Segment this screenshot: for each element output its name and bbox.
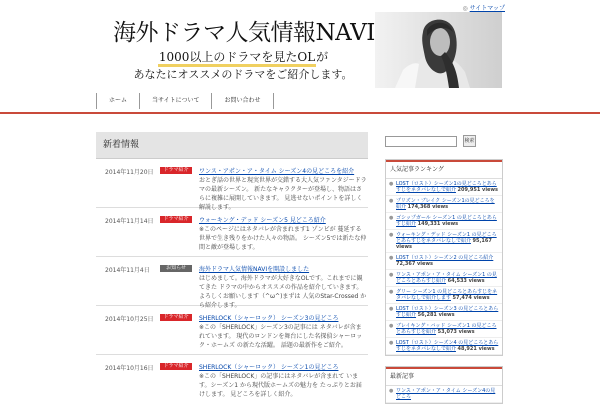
news-entry — [96, 159, 368, 211]
entry-category-badge[interactable]: お知らせ — [160, 265, 192, 272]
search-button[interactable]: 検索 — [463, 135, 476, 147]
search-input[interactable] — [385, 136, 457, 147]
ranking-link[interactable]: LOST（ロスト）シーズン2 の見どころ紹介 — [396, 255, 494, 261]
news-entry — [96, 306, 368, 355]
nav-contact[interactable]: お問い合わせ — [211, 93, 273, 109]
ranking-views: 209,951 views — [457, 187, 499, 193]
sidebar — [385, 133, 503, 404]
header-photo — [375, 12, 502, 88]
ranking-link[interactable]: グリー シーズン1 の見どころとあらすじをネタバレなしで紹介します — [396, 289, 498, 301]
entry-date: 2014年10月16日 — [105, 365, 154, 372]
ranking-link[interactable]: ウォーキング・デッド シーズン1 の見どころとあらすじをネタバレなしで紹介 — [396, 232, 497, 244]
nav-divider — [0, 112, 600, 114]
entry-title-link[interactable]: 海外ドラマ人気情報NAVIを開設しました — [199, 266, 310, 273]
ranking-item — [386, 304, 502, 321]
ranking-item — [386, 253, 502, 270]
ranking-views: 57,474 views — [452, 295, 490, 301]
entry-date: 2014年11月20日 — [105, 169, 154, 176]
ranking-item — [386, 321, 502, 338]
ranking-item — [386, 213, 502, 230]
entry-category-badge[interactable]: ドラマ紹介 — [160, 363, 192, 370]
ranking-item — [386, 338, 502, 355]
entry-category-badge[interactable]: ドラマ紹介 — [160, 167, 192, 174]
ranking-views: 56,281 views — [417, 312, 455, 318]
entry-excerpt: ※このページにはネタバレが含まれます1 ゾンビが 蔓延する世界で生き残りをかけた人々の物語。 シーズン5では新たな仲間と敵が登場します。 — [199, 226, 367, 251]
tagline-highlight: 1000以上のドラマを見たOL — [158, 50, 316, 67]
nav-home[interactable]: ホーム — [96, 93, 139, 109]
news-heading: 新着情報 — [96, 132, 368, 159]
news-entry — [96, 355, 368, 403]
entry-date: 2014年11月4日 — [105, 267, 150, 274]
ranking-item — [386, 287, 502, 304]
ranking-link[interactable]: ゴシップガール シーズン1 の見どころとあらすじ紹介 — [396, 215, 497, 227]
ranking-views: 174,368 views — [407, 204, 449, 210]
ranking-views: 72,367 views — [396, 261, 433, 267]
latest-link[interactable]: ワンス・アポン・ア・タイム シーズン4の見どころ — [396, 388, 496, 400]
entry-title-link[interactable]: SHERLOCK（シャーロック） シーズン3の見どころ — [199, 315, 339, 322]
entry-title-link[interactable]: SHERLOCK（シャーロック） シーズン1の見どころ — [199, 364, 339, 371]
latest-widget — [385, 366, 503, 404]
entry-excerpt: はじめまして。海外ドラマが大好きなOLです。これまでに観てきた ドラマの中からオススメの作品を紹介していきます。よろしくお願いします（^ω^)まずは 人気のStar-Crossed から紹介します。 — [199, 275, 367, 309]
entry-excerpt: おとぎ話の世界と現実世界が交錯する大人気ファンタジードラマの最新シーズン。 新たなキャラクターが登場し、物語はさらに複雑に展開していきます。 見逃せないポイントを詳しく解説します。 — [199, 177, 367, 211]
entry-excerpt: ※この「SHERLOCK」シーズン3の記事には ネタバレが含まれています。 現代のロンドンを舞台にした名探偵シャーロック・ホームズ の新たな活躍。 話題の最新作をご紹介。 — [199, 324, 363, 349]
ranking-link[interactable]: LOST（ロスト）シーズン3 の見どころとあらすじ紹介 — [396, 306, 499, 318]
ranking-link[interactable]: LOST（ロスト）シーズン1の見どころとあらすじをネタバレなしで紹介 — [396, 181, 497, 193]
latest-heading: 最新記事 — [386, 367, 502, 386]
news-entry — [96, 208, 368, 257]
main-content — [96, 132, 368, 403]
ranking-item — [386, 196, 502, 213]
ranking-views: 53,073 views — [437, 329, 475, 335]
ranking-views: 48,921 views — [457, 346, 495, 352]
entry-category-badge[interactable]: ドラマ紹介 — [160, 314, 192, 321]
tagline-suffix: が — [316, 50, 329, 64]
entry-date: 2014年10月25日 — [105, 316, 154, 323]
site-tagline-1 — [113, 48, 373, 65]
nav-about[interactable]: 当サイトについて — [139, 93, 211, 109]
entry-excerpt: ※この「SHERLOCK」の記事にはネタバレが含まれて います。シーズン1 から現代版ホームズの魅力を たっぷりとお届けします。 見どころを詳しく紹介。 — [199, 373, 362, 398]
news-entry — [96, 257, 368, 309]
ranking-widget — [385, 159, 503, 356]
sitemap-link-wrap: ◎ サイトマップ — [462, 5, 505, 12]
latest-item — [386, 386, 502, 403]
entry-category-badge[interactable]: ドラマ紹介 — [160, 216, 192, 223]
ranking-item — [386, 230, 502, 253]
global-nav — [96, 93, 274, 111]
ranking-views: 95,167 views — [396, 238, 492, 250]
ranking-item — [386, 270, 502, 287]
ranking-link[interactable]: ブレイキング・バッド シーズン1 の見どころとあらすじを紹介 — [396, 323, 497, 335]
site-title[interactable]: 海外ドラマ人気情報NAVI — [113, 20, 375, 46]
ranking-item — [386, 179, 502, 196]
ranking-link[interactable]: LOST（ロスト）シーズン4 の見どころとあらすじをネタバレなしで紹介 — [396, 340, 499, 352]
ranking-link[interactable]: プリズン・ブレイク シーズン1の見どころを紹介 — [396, 198, 495, 210]
site-tagline-2: あなたにオススメのドラマをご紹介します。 — [133, 68, 353, 81]
entry-title-link[interactable]: ワンス・アポン・ア・タイム シーズン4の見どころを紹介 — [199, 168, 355, 175]
ranking-heading: 人気記事ランキング — [386, 160, 502, 179]
entry-date: 2014年11月14日 — [105, 218, 154, 225]
ranking-views: 64,533 views — [447, 278, 485, 284]
ranking-views: 149,331 views — [417, 221, 459, 227]
sitemap-link[interactable]: サイトマップ — [469, 5, 505, 12]
entry-title-link[interactable]: ウォーキング・デッド シーズン5 見どころ紹介 — [199, 217, 326, 224]
search-form — [385, 133, 503, 149]
ranking-link[interactable]: ワンス・アポン・ア・タイム シーズン1 の見どころとあらすじ紹介 — [396, 272, 497, 284]
